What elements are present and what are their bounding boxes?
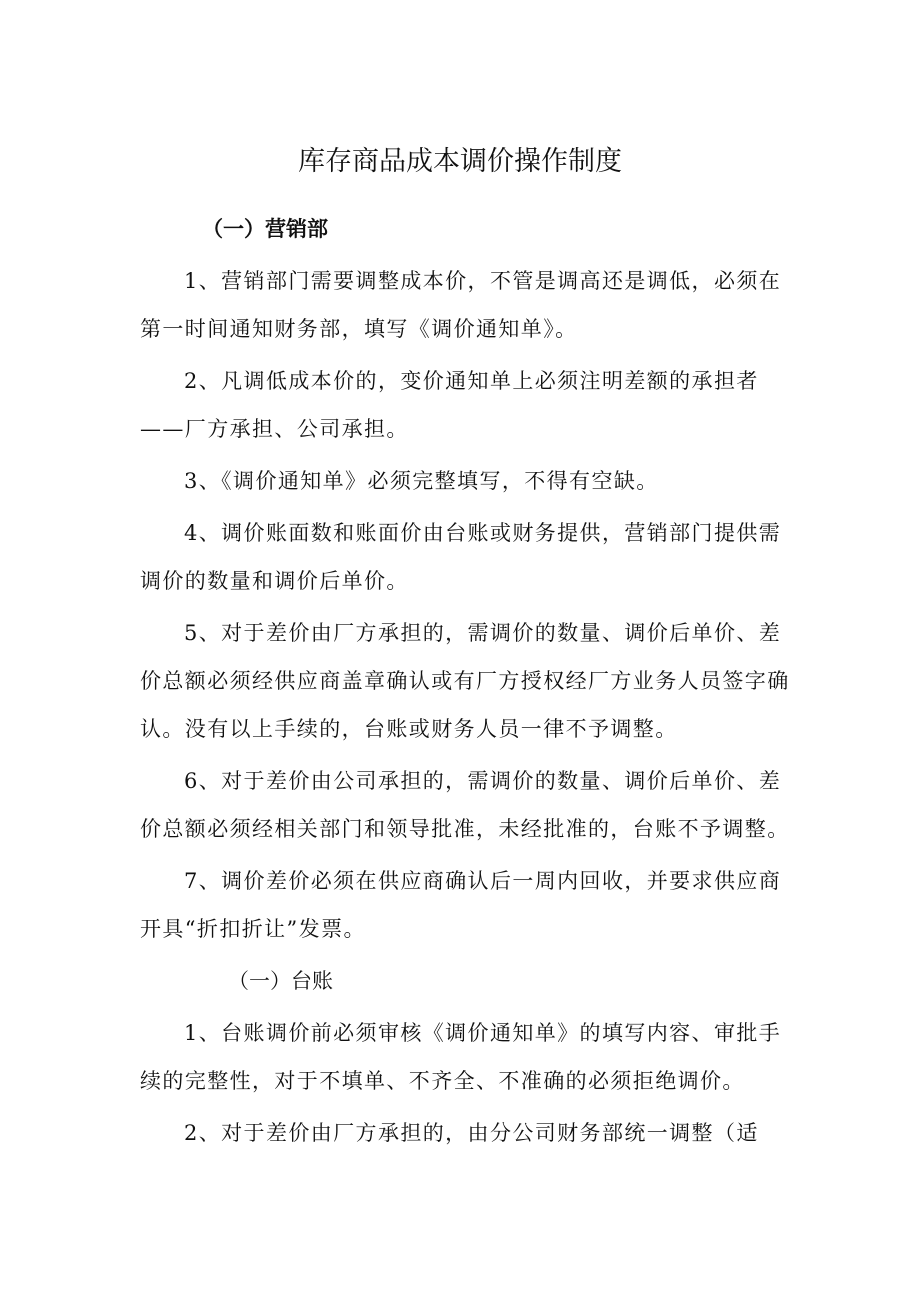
paragraph: 5、对于差价由厂方承担的，需调价的数量、调价后单价、差价总额必须经供应商盖章确认或有厂方授权经厂方业务人员签字确认。没有以上手续的，台账或财务人员一律不予调整。 bbox=[140, 621, 790, 741]
page-title: 库存商品成本调价操作制度 bbox=[298, 146, 622, 177]
section-heading-marketing: （一）营销部 bbox=[202, 217, 328, 241]
paragraph: 2、凡调低成本价的，变价通知单上必须注明差额的承担者——厂方承担、公司承担。 bbox=[140, 369, 759, 441]
paragraph: 2、对于差价由厂方承担的，由分公司财务部统一调整（适 bbox=[184, 1121, 759, 1145]
document-body bbox=[140, 205, 792, 1157]
paragraph: 7、调价差价必须在供应商确认后一周内回收，并要求供应商开具“折扣折让”发票。 bbox=[140, 869, 782, 941]
paragraph: 6、对于差价由公司承担的，需调价的数量、调价后单价、差价总额必须经相关部门和领导批准，未经批准的，台账不予调整。 bbox=[140, 769, 790, 841]
paragraph: 1、台账调价前必须审核《调价通知单》的填写内容、审批手续的完整性，对于不填单、不齐全、不准确的必须拒绝调价。 bbox=[140, 1021, 782, 1093]
paragraph: 1、营销部门需要调整成本价，不管是调高还是调低，必须在第一时间通知财务部，填写《调价通知单》。 bbox=[140, 269, 782, 341]
section-heading-ledger: （一）台账 bbox=[228, 969, 333, 993]
paragraph: 4、调价账面数和账面价由台账或财务提供，营销部门提供需调价的数量和调价后单价。 bbox=[140, 521, 782, 593]
paragraph: 3、《调价通知单》必须完整填写，不得有空缺。 bbox=[184, 469, 659, 493]
